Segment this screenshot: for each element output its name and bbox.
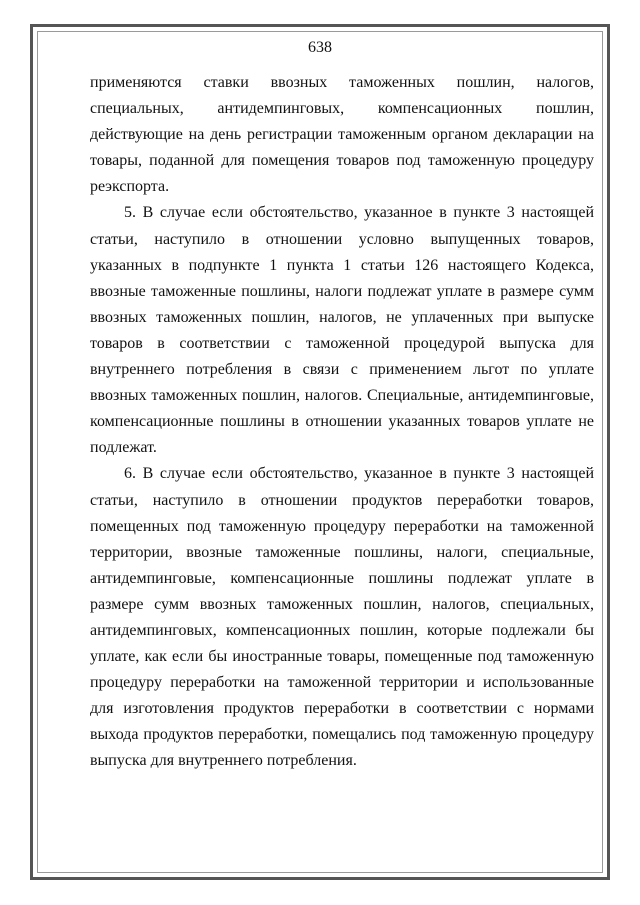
document-body (90, 70, 594, 775)
paragraph-item-6: 6. В случае если обстоятельство, указанное в пункте 3 настоящей статьи, наступило в отношении продуктов переработки товаров, помещенных под таможенную процедуру переработки на таможенной территории, ввозные таможенные пошлины, налоги, специальные, антидемпинговые, компенсационные пошлины подлежат уплате в размере сумм ввозных таможенных пошлин, налогов, специальных, антидемпинговых, компенсационных пошлин, которые подлежали бы уплате, как если бы иностранные товары, помещенные под таможенную процедуру переработки на таможенной территории и использованные для изготовления продуктов переработки в соответствии с нормами выхода продуктов переработки, помещались под таможенную процедуру выпуска для внутреннего потребления. (90, 465, 594, 770)
paragraph-item-5: 5. В случае если обстоятельство, указанное в пункте 3 настоящей статьи, наступило в отношении условно выпущенных товаров, указанных в подпункте 1 пункта 1 статьи 126 настоящего Кодекса, ввозные таможенные пошлины, налоги подлежат уплате в размере сумм ввозных таможенных пошлин, налогов, не уплаченных при выпуске товаров в соответствии с таможенной процедурой выпуска для внутреннего потребления в связи с применением льгот по уплате ввозных таможенных пошлин, налогов. Специальные, антидемпинговые, компенсационные пошлины в отношении указанных товаров уплате не подлежат. (90, 204, 594, 457)
page-number: 638 (308, 39, 332, 56)
paragraph-continuation: применяются ставки ввозных таможенных пошлин, налогов, специальных, антидемпинговых, компенсационных пошлин, действующие на день регистрации таможенным органом декларации на товары, поданной для помещения товаров под таможенную процедуру реэкспорта. (90, 74, 594, 196)
